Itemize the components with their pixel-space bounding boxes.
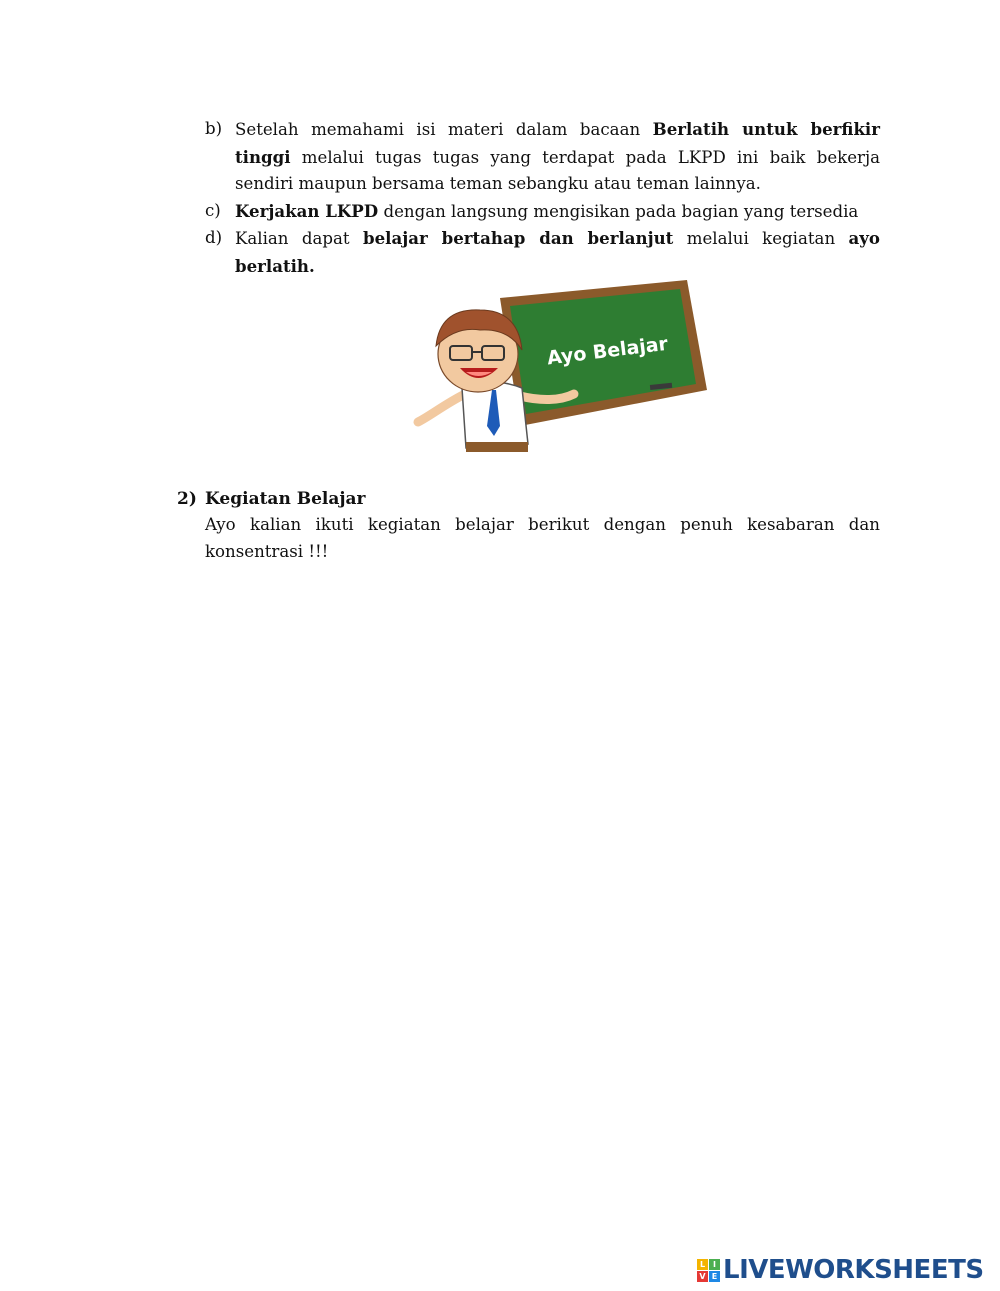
section-number: 2) (177, 489, 197, 509)
list-item-b (205, 116, 880, 198)
item-b-text-2: melalui tugas tugas yang terdapat pada LKPD ini baik bekerja sendiri maupun bersama teman sebangku atau teman lainnya. (235, 147, 880, 193)
item-b-bold: Berlatih untuk berfikir tinggi (235, 119, 880, 167)
list-item-d (205, 225, 880, 280)
item-d-bold-1: belajar bertahap dan berlanjut (362, 228, 674, 248)
section-title (177, 486, 880, 512)
logo-letter-l: L (697, 1259, 708, 1270)
chalkboard (500, 280, 707, 426)
item-d-bold-2: ayo berlatih. (235, 228, 880, 276)
board-text: Ayo Belajar (545, 332, 670, 370)
logo-letter-e: E (709, 1271, 720, 1282)
list-marker-b: b) (205, 119, 223, 138)
item-c-text: dengan langsung mengisikan pada bagian yang tersedia (378, 201, 859, 221)
ayo-belajar-illustration (410, 276, 710, 456)
list-marker-c: c) (205, 200, 221, 220)
instruction-list (205, 116, 880, 280)
section-body: Ayo kalian ikuti kegiatan belajar berikut dengan penuh kesabaran dan konsentrasi !!! (205, 515, 880, 561)
section-heading: Kegiatan Belajar (205, 489, 366, 509)
item-d-text-2: melalui kegiatan (673, 229, 849, 248)
logo-text: LIVEWORKSHEETS (723, 1255, 984, 1285)
item-d-text-1: Kalian dapat (235, 229, 363, 248)
liveworksheets-logo (697, 1254, 984, 1286)
logo-letter-i: I (709, 1259, 720, 1270)
item-b-text-1: Setelah memahami isi materi dalam bacaan (235, 120, 653, 139)
item-c-bold: Kerjakan LKPD (235, 200, 379, 221)
list-marker-d: d) (205, 228, 223, 247)
list-item-c (205, 198, 880, 226)
logo-icon (697, 1259, 720, 1282)
section-kegiatan-belajar (177, 486, 880, 565)
logo-letter-v: V (697, 1271, 708, 1282)
